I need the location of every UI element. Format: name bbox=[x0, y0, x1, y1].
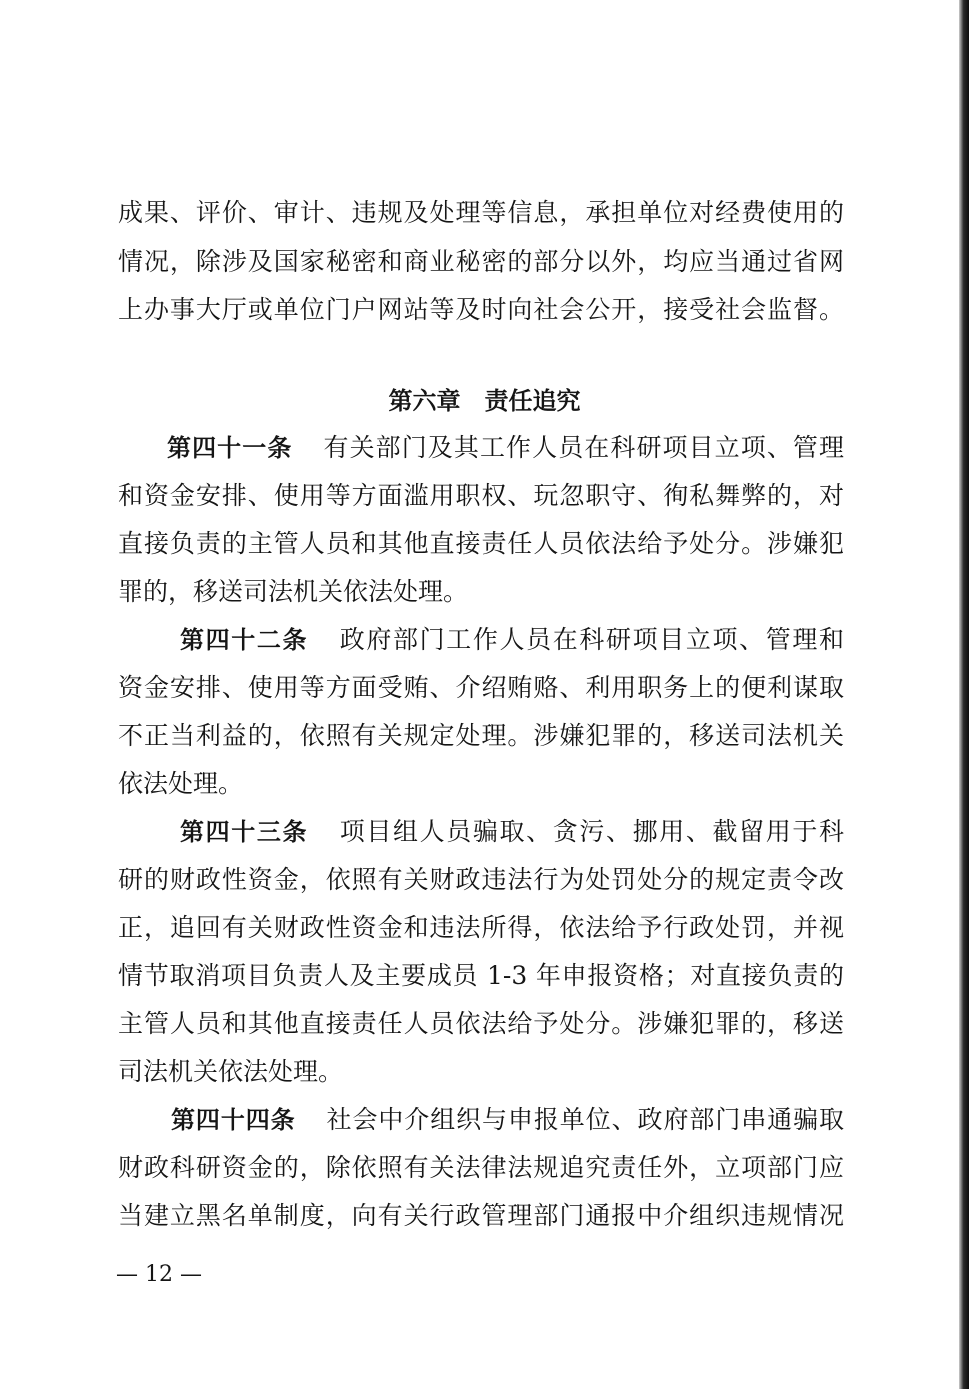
article-first-line bbox=[171, 1103, 844, 1137]
scanned-page-edge bbox=[959, 0, 969, 1389]
article-text: 政府部门工作人员在科研项目立项、管理和 bbox=[338, 625, 844, 654]
text-line: 和资金安排、使用等方面滥用职权、玩忽职守、徇私舞弊的，对 bbox=[118, 481, 844, 510]
text-line: 司法机关依法处理。 bbox=[118, 1057, 344, 1086]
text-line: 正，追回有关财政性资金和违法所得，依法给予行政处罚，并视 bbox=[118, 913, 844, 942]
text-line: 当建立黑名单制度，向有关行政管理部门通报中介组织违规情况 bbox=[118, 1201, 844, 1230]
text-line: 情况，除涉及国家秘密和商业秘密的部分以外，均应当通过省网 bbox=[118, 247, 844, 276]
article-text: 有关部门及其工作人员在科研项目立项、管理 bbox=[322, 433, 844, 462]
article-first-line bbox=[180, 815, 844, 849]
text-line: 直接负责的主管人员和其他直接责任人员依法给予处分。涉嫌犯 bbox=[118, 529, 844, 558]
article-number: 第四十三条 bbox=[180, 818, 309, 846]
text-line: 上办事大厅或单位门户网站等及时向社会公开，接受社会监督。 bbox=[118, 295, 844, 324]
text-line: 成果、评价、审计、违规及处理等信息，承担单位对经费使用的 bbox=[118, 198, 844, 227]
article-text: 项目组人员骗取、贪污、挪用、截留用于科 bbox=[338, 817, 844, 846]
page-number: — 12 — bbox=[116, 1262, 202, 1287]
article-first-line bbox=[167, 431, 844, 465]
article-first-line bbox=[180, 623, 844, 657]
article-number: 第四十一条 bbox=[167, 434, 293, 462]
text-line: 情节取消项目负责人及主要成员 1-3 年申报资格；对直接负责的 bbox=[118, 961, 844, 990]
text-line: 资金安排、使用等方面受贿、介绍贿赂、利用职务上的便利谋取 bbox=[118, 673, 844, 702]
text-line: 财政科研资金的，除依照有关法律法规追究责任外，立项部门应 bbox=[118, 1153, 844, 1182]
text-line: 不正当利益的，依照有关规定处理。涉嫌犯罪的，移送司法机关 bbox=[118, 721, 844, 750]
text-line: 依法处理。 bbox=[118, 769, 244, 798]
article-number: 第四十二条 bbox=[180, 626, 309, 654]
text-line: 研的财政性资金，依照有关财政违法行为处罚处分的规定责令改 bbox=[118, 865, 844, 894]
text-line: 主管人员和其他直接责任人员依法给予处分。涉嫌犯罪的，移送 bbox=[118, 1009, 844, 1038]
article-text: 社会中介组织与申报单位、政府部门串通骗取 bbox=[325, 1105, 844, 1134]
chapter-heading: 第六章 责任追究 bbox=[388, 387, 581, 415]
text-line: 罪的，移送司法机关依法处理。 bbox=[118, 577, 469, 606]
article-number: 第四十四条 bbox=[171, 1106, 296, 1134]
